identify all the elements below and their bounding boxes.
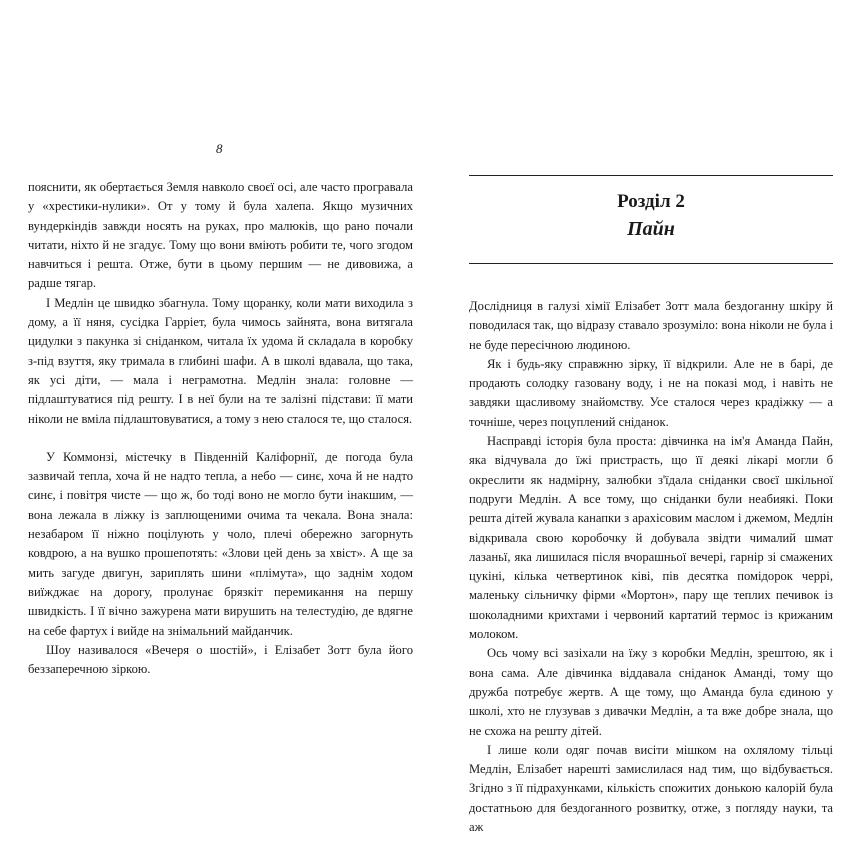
right-paragraph-4: Ось чому всі зазіхали на їжу з коробки Медлін, зрештою, як і вона сама. Але дівчинка віддавала сніданок Аманді, тому що дружба потребує жертв. А ще тому, що Аманда була єдиною у школі, хто не глузував з дивачки Медлін, а та вже добре знала, що не схожа на решту дітей. [469, 646, 833, 738]
right-paragraph-5: І лише коли одяг почав висіти мішком на охлялому тільці Медлін, Елізабет нарешті замислилася над тим, що відбувається. Згідно з її підрахунками, кількість спожитих донькою калорій була достатньою для бездоганного розвитку, отже, з погляду науки, та аж [469, 742, 833, 835]
chapter-title: Пайн [627, 218, 675, 240]
left-paragraph-2: І Медлін це швидко збагнула. Тому щоранку, коли мати виходила з дому, а її няня, сусідка Гарріет, була чимось зайнята, вона витягала цидулки з пакунка зі сніданком, читала їх удома й складала в коробку з-під взуття, яку тримала в глибині шафи. А в школі вдавала, що така, як усі діти, — мала і неграмотна. Медлін знала: головне — підлаштуватися під решту. І в неї були на те залізні підстави: її мати ніколи не вміла підлаштовуватися, а тому з нею сталося те, що сталося. [28, 295, 413, 426]
right-page-body [469, 297, 833, 837]
page-number: 8 [216, 141, 223, 156]
chapter-rule-bottom [469, 263, 833, 264]
left-paragraph-1: пояснити, як обертається Земля навколо своєї осі, але часто програвала у «хрестики-нулики». От у тому й була халепа. Якщо музичних вундеркіндів завжди носять на руках, про малюків, що рано почали читати, ніхто й не згадує. Тому що вони вміють робити те, чого згодом навчиться і решта. Отже, бути в цьому першим — не дивовижа, а радше тягар. [28, 180, 413, 291]
left-page-body [28, 178, 413, 679]
left-paragraph-3: У Коммонзі, містечку в Південній Каліфорнії, де погода була зазвичай тепла, хоча й не надто тепла, а небо — синє, хоча й не надто синє, і повітря чисте — що ж, бо тоді воно не могло бути інакшим, — вона лежала в ліжку із заплющеними очима та чекала. Вона знала: незабаром її ніжно поцілують у чоло, плечі обережно загорнуть ковдрою, а на вушко прошепотять: «Злови цей день за хвіст». А ще за мить загуде двигун, зариплять шини «плімута», що заднім ходом виїжджає на дорогу, пролунає брязкіт перемикання на першу швидкість. І її вічно зажурена мати вирушить на телестудію, де вдягне на себе фартух і вийде на знімальний майданчик. [28, 449, 413, 638]
right-paragraph-1: Дослідниця в галузі хімії Елізабет Зотт мала бездоганну шкіру й поводилася так, що відразу ставало зрозуміло: вона ніколи не була і не буде пересічною людиною. [469, 299, 833, 352]
chapter-label: Розділ 2 [617, 191, 685, 212]
chapter-rule-top [469, 175, 833, 176]
right-paragraph-2: Як і будь-яку справжню зірку, її відкрили. Але не в барі, де продають солодку газовану воду, і не на показі мод, і навіть не завдяки щасливому знайомству. Усе сталося через крадіжку — а точніше, через поцуплений сніданок. [469, 356, 833, 429]
left-paragraph-4: Шоу називалося «Вечеря о шостій», і Елізабет Зотт була його беззаперечною зіркою. [28, 642, 413, 677]
right-paragraph-3: Насправді історія була проста: дівчинка на ім'я Аманда Пайн, яка відчувала до їжі пристрасть, що її деякі лікарі могли б окреслити як надмірну, залюбки з'їдала сніданки своєї шкільної подруги Медлін. А все тому, що сніданки були неабиякі. Поки решта дітей жувала канапки з арахісовим маслом і джемом, Медлін відкривала свою коробочку й добувала звідти чималий шмат лазаньї, яка лишилася після вчорашньої вечері, гарнір зі смажених цукіні, кілька четвертинок ківі, пів десятка помідорок черрі, маленьку сільничку фірми «Мортон», пару ще теплих печивок із шоколадними крихтами і червоний картатий термос із крижаним молоком. [469, 434, 833, 642]
